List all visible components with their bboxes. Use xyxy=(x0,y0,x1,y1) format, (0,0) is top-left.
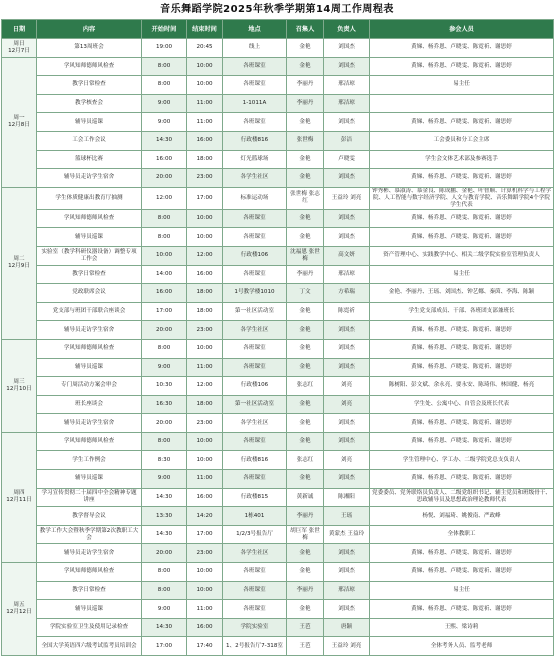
cell-participants: 黄娣、杨乔恩、卢晓雯、陈霓祈、谢思婷 xyxy=(370,169,554,188)
cell-end: 16:00 xyxy=(187,265,223,284)
cell-content: 教学日常检查 xyxy=(37,76,142,95)
table-row xyxy=(2,131,554,150)
day-weekday: 周四 xyxy=(13,490,25,497)
cell-leader: 方希瑞 xyxy=(324,284,370,303)
cell-convener: 胡巨军 张世梅 xyxy=(287,525,324,544)
cell-participants: 黄娣、杨乔恩、卢晓雯、陈霓祈、谢思婷 xyxy=(370,544,554,563)
cell-start: 8:00 xyxy=(142,209,187,228)
cell-end: 14:20 xyxy=(187,507,223,526)
cell-end: 10:00 xyxy=(187,57,223,76)
cell-convener: 李丽丹 xyxy=(287,507,324,526)
cell-content: 学风知师德师风检查 xyxy=(37,57,142,76)
cell-start: 8:00 xyxy=(142,76,187,95)
cell-participants: 杨悦、刘福琦、姚俊南、严政峰 xyxy=(370,507,554,526)
cell-content: 辅导员走访学生宿舍 xyxy=(37,321,142,340)
cell-start: 12:00 xyxy=(142,187,187,209)
cell-leader: 刘国杰 xyxy=(324,339,370,358)
cell-end: 18:00 xyxy=(187,150,223,169)
cell-leader: 刘国杰 xyxy=(324,169,370,188)
cell-leader: 刘国杰 xyxy=(324,432,370,451)
cell-leader: 陈湘阳 xyxy=(324,488,370,507)
table-row xyxy=(2,507,554,526)
table-row xyxy=(2,432,554,451)
header-start: 开始时间 xyxy=(142,20,187,39)
cell-place: 学院实验室 xyxy=(223,618,287,637)
cell-start: 9:00 xyxy=(142,94,187,113)
cell-place: 1/2/3号报告厅 xyxy=(223,525,287,544)
day-date: 12月9日 xyxy=(8,263,30,270)
table-row xyxy=(2,414,554,433)
cell-end: 16:00 xyxy=(187,618,223,637)
cell-content: 学生体质健康出教育厅抽测 xyxy=(37,187,142,209)
cell-convener: 李丽丹 xyxy=(287,265,324,284)
cell-place: 各班课室 xyxy=(223,563,287,582)
table-row xyxy=(2,339,554,358)
day-cell xyxy=(2,57,37,187)
cell-participants: 钟秀彬、慕淑涛、慕金良、陈成鹏、金艳、叶智顺、计算机科学与工程学院、人工智能与数字经济学院、人文与教育学院、音乐舞蹈学院4个学院学生代表 xyxy=(370,187,554,209)
cell-participants: 全体考务人员、监考老师 xyxy=(370,637,554,656)
cell-start: 14:30 xyxy=(142,618,187,637)
table-row xyxy=(2,76,554,95)
cell-start: 20:00 xyxy=(142,414,187,433)
cell-end: 20:45 xyxy=(187,39,223,58)
cell-place: 第一社区活动室 xyxy=(223,302,287,321)
day-cell xyxy=(2,563,37,656)
cell-leader: 刘国杰 xyxy=(324,321,370,340)
cell-start: 8:00 xyxy=(142,57,187,76)
day-weekday: 周日 xyxy=(13,40,25,47)
cell-start: 8:00 xyxy=(142,581,187,600)
cell-leader: 卢晓雯 xyxy=(324,150,370,169)
cell-start: 17:00 xyxy=(142,637,187,656)
cell-participants: 黄娣、杨乔恩、卢晓雯、陈霓祈、谢思婷 xyxy=(370,113,554,132)
cell-content: 辅导员巡课 xyxy=(37,358,142,377)
cell-convener: 金艳 xyxy=(287,395,324,414)
cell-participants: 全体教职工 xyxy=(370,525,554,544)
cell-leader: 刘亮 xyxy=(324,395,370,414)
cell-convener: 张世梅 xyxy=(287,131,324,150)
cell-participants: 工会委员和分工会主席 xyxy=(370,131,554,150)
cell-convener: 金艳 xyxy=(287,228,324,247)
cell-leader: 邢洁琼 xyxy=(324,76,370,95)
cell-convener: 金艳 xyxy=(287,339,324,358)
cell-end: 11:00 xyxy=(187,600,223,619)
cell-participants: 易主任 xyxy=(370,265,554,284)
cell-place: 行政楼816 xyxy=(223,451,287,470)
table-row xyxy=(2,544,554,563)
cell-start: 17:00 xyxy=(142,302,187,321)
cell-content: 实验室（教学科研仪器设备）调整专项工作会 xyxy=(37,246,142,265)
cell-participants: 黄娣、杨乔恩、卢晓雯、陈霓祈、谢思婷 xyxy=(370,358,554,377)
cell-leader: 刘亮 xyxy=(324,451,370,470)
cell-convener: 金艳 xyxy=(287,321,324,340)
cell-leader: 王益玲 刘亮 xyxy=(324,637,370,656)
cell-convener: 张志红 xyxy=(287,451,324,470)
cell-content: 学风知师德师风检查 xyxy=(37,563,142,582)
schedule-table xyxy=(1,19,554,656)
table-row xyxy=(2,265,554,284)
cell-content: 辅导员走访学生宿舍 xyxy=(37,544,142,563)
cell-convener: 沈福恩 张世梅 xyxy=(287,246,324,265)
cell-leader: 刘亮 xyxy=(324,377,370,396)
cell-end: 11:00 xyxy=(187,470,223,489)
cell-participants: 黄娣、杨乔恩、卢晓雯、陈霓祈、谢思婷 xyxy=(370,563,554,582)
cell-start: 9:00 xyxy=(142,470,187,489)
day-weekday: 周五 xyxy=(13,602,25,609)
cell-start: 8:00 xyxy=(142,228,187,247)
cell-convener: 金艳 xyxy=(287,57,324,76)
cell-convener: 金艳 xyxy=(287,432,324,451)
cell-place: 各班课室 xyxy=(223,470,287,489)
cell-participants: 黄娣、杨乔恩、卢晓雯、陈霓祈、谢思婷 xyxy=(370,228,554,247)
cell-end: 10:00 xyxy=(187,451,223,470)
cell-participants: 党委委员、党务联络员负责人、二级党组织书记、辅主党员和班级骨干、思政辅导员及思想政治理论教师代表 xyxy=(370,488,554,507)
cell-place: 1号教学楼1010 xyxy=(223,284,287,303)
cell-content: 第13周班会 xyxy=(37,39,142,58)
cell-place: 各学生社区 xyxy=(223,321,287,340)
cell-content: 学生工作例会 xyxy=(37,451,142,470)
header-end: 结束时间 xyxy=(187,20,223,39)
cell-convener: 金艳 xyxy=(287,600,324,619)
cell-leader: 刘国杰 xyxy=(324,57,370,76)
header-date: 日期 xyxy=(2,20,37,39)
cell-convener: 金艳 xyxy=(287,358,324,377)
cell-participants: 黄娣、杨乔恩、卢晓雯、陈霓祈、谢思婷 xyxy=(370,321,554,340)
cell-participants: 学生处、公寓中心、自管会及班长代表 xyxy=(370,395,554,414)
cell-end: 17:00 xyxy=(187,525,223,544)
cell-content: 教学核查会 xyxy=(37,94,142,113)
cell-start: 9:00 xyxy=(142,358,187,377)
cell-end: 10:00 xyxy=(187,339,223,358)
cell-place: 各学生社区 xyxy=(223,414,287,433)
table-header-row xyxy=(2,20,554,39)
cell-convener: 金艳 xyxy=(287,209,324,228)
cell-leader: 刘国杰 xyxy=(324,544,370,563)
cell-convener: 张世梅 张志红 xyxy=(287,187,324,209)
cell-end: 17:40 xyxy=(187,637,223,656)
cell-leader: 刘国杰 xyxy=(324,39,370,58)
cell-content: 教学日常检查 xyxy=(37,265,142,284)
cell-start: 14:30 xyxy=(142,525,187,544)
cell-participants: 易主任 xyxy=(370,581,554,600)
cell-participants: 黄娣、杨乔恩、卢晓雯、陈霓祈、谢思婷 xyxy=(370,600,554,619)
cell-content: 辅导员走访学生宿舍 xyxy=(37,414,142,433)
cell-end: 10:00 xyxy=(187,209,223,228)
cell-content: 辅导员巡课 xyxy=(37,113,142,132)
cell-start: 16:30 xyxy=(142,395,187,414)
cell-content: 党支部与班团干部联合座谈会 xyxy=(37,302,142,321)
cell-convener: 金艳 xyxy=(287,150,324,169)
cell-start: 20:00 xyxy=(142,169,187,188)
table-row xyxy=(2,246,554,265)
header-convener: 召集人 xyxy=(287,20,324,39)
table-row xyxy=(2,284,554,303)
cell-convener: 王芭 xyxy=(287,637,324,656)
cell-convener: 金艳 xyxy=(287,302,324,321)
cell-leader: 陈霓祈 xyxy=(324,302,370,321)
cell-end: 18:00 xyxy=(187,395,223,414)
cell-convener: 金艳 xyxy=(287,39,324,58)
header-place: 地点 xyxy=(223,20,287,39)
day-cell xyxy=(2,39,37,58)
day-cell xyxy=(2,339,37,432)
cell-place: 各班课室 xyxy=(223,228,287,247)
day-weekday: 周二 xyxy=(13,256,25,263)
day-cell xyxy=(2,187,37,339)
table-row xyxy=(2,113,554,132)
cell-start: 10:00 xyxy=(142,246,187,265)
cell-start: 9:00 xyxy=(142,113,187,132)
cell-convener: 金艳 xyxy=(287,544,324,563)
cell-convener: 李丽丹 xyxy=(287,581,324,600)
cell-start: 14:30 xyxy=(142,488,187,507)
cell-place: 标准运动场 xyxy=(223,187,287,209)
cell-place: 1、2号报告厅7-318室 xyxy=(223,637,287,656)
cell-leader: 邢洁琼 xyxy=(324,581,370,600)
cell-end: 16:00 xyxy=(187,488,223,507)
cell-content: 教学督导会议 xyxy=(37,507,142,526)
day-date: 12月10日 xyxy=(6,385,32,392)
cell-convener: 李丽丹 xyxy=(287,76,324,95)
cell-place: 1栋401 xyxy=(223,507,287,526)
cell-end: 10:00 xyxy=(187,76,223,95)
table-row xyxy=(2,377,554,396)
cell-leader: 黄蒙杰 王益玲 xyxy=(324,525,370,544)
cell-convener: 金艳 xyxy=(287,414,324,433)
cell-participants: 学生管理中心、学工办、二级学院党总支负责人 xyxy=(370,451,554,470)
cell-leader: 刘国杰 xyxy=(324,209,370,228)
cell-start: 19:00 xyxy=(142,39,187,58)
cell-start: 20:00 xyxy=(142,544,187,563)
cell-end: 11:00 xyxy=(187,358,223,377)
cell-content: 班长座谈会 xyxy=(37,395,142,414)
cell-participants: 黄娣、杨乔恩、卢晓雯、陈霓祈、谢思婷 xyxy=(370,470,554,489)
cell-start: 8:30 xyxy=(142,451,187,470)
cell-participants: 黄娣、杨乔恩、卢晓雯、陈霓祈、谢思婷 xyxy=(370,339,554,358)
table-row xyxy=(2,488,554,507)
cell-content: 学习宣传贯彻二十届四中全会精神专题讲座 xyxy=(37,488,142,507)
day-date: 12月11日 xyxy=(6,497,32,504)
cell-place: 线上 xyxy=(223,39,287,58)
cell-leader: 王益玲 刘亮 xyxy=(324,187,370,209)
cell-place: 各班课室 xyxy=(223,581,287,600)
cell-place: 行政楼815 xyxy=(223,488,287,507)
cell-participants: 学生党支部成员、干部、各班团支部兼班长 xyxy=(370,302,554,321)
cell-leader: 刘国杰 xyxy=(324,358,370,377)
cell-content: 篮球杯比赛 xyxy=(37,150,142,169)
cell-leader: 刘国杰 xyxy=(324,470,370,489)
cell-start: 14:00 xyxy=(142,265,187,284)
table-row xyxy=(2,395,554,414)
cell-content: 学风知师德师风检查 xyxy=(37,339,142,358)
cell-leader: 刘国杰 xyxy=(324,563,370,582)
cell-leader: 邢洁琼 xyxy=(324,265,370,284)
cell-leader: 邢洁琼 xyxy=(324,94,370,113)
cell-start: 14:30 xyxy=(142,131,187,150)
cell-content: 辅导员巡课 xyxy=(37,470,142,489)
cell-end: 23:00 xyxy=(187,321,223,340)
cell-leader: 刘国杰 xyxy=(324,228,370,247)
cell-end: 11:00 xyxy=(187,94,223,113)
table-row xyxy=(2,39,554,58)
cell-content: 学风知师德师风检查 xyxy=(37,432,142,451)
cell-place: 1-1011A xyxy=(223,94,287,113)
cell-participants xyxy=(370,94,554,113)
cell-convener: 张志红 xyxy=(287,377,324,396)
table-row xyxy=(2,169,554,188)
cell-participants: 金艳、李丽丹、王瑶、刘国杰、钟艺娜、秦茵、李海、陈颖 xyxy=(370,284,554,303)
table-row xyxy=(2,187,554,209)
cell-place: 各学生社区 xyxy=(223,169,287,188)
cell-leader: 王瑶 xyxy=(324,507,370,526)
cell-end: 23:00 xyxy=(187,169,223,188)
cell-start: 10:30 xyxy=(142,377,187,396)
table-row xyxy=(2,57,554,76)
table-row xyxy=(2,321,554,340)
cell-content: 党政联席会议 xyxy=(37,284,142,303)
cell-end: 10:00 xyxy=(187,563,223,582)
cell-leader: 刘国杰 xyxy=(324,113,370,132)
cell-convener: 王芭 xyxy=(287,618,324,637)
day-weekday: 周三 xyxy=(13,378,25,385)
cell-place: 各班课室 xyxy=(223,358,287,377)
cell-place: 第一社区活动室 xyxy=(223,395,287,414)
cell-convener: 金艳 xyxy=(287,113,324,132)
cell-place: 行政楼106 xyxy=(223,246,287,265)
cell-convener: 李丽丹 xyxy=(287,94,324,113)
cell-end: 10:00 xyxy=(187,432,223,451)
cell-start: 13:30 xyxy=(142,507,187,526)
cell-place: 各班课室 xyxy=(223,339,287,358)
cell-place: 行政楼106 xyxy=(223,377,287,396)
cell-start: 20:00 xyxy=(142,321,187,340)
cell-convener: 金艳 xyxy=(287,169,324,188)
header-participants: 参会人员 xyxy=(370,20,554,39)
cell-place: 各班课室 xyxy=(223,265,287,284)
cell-leader: 刘国杰 xyxy=(324,414,370,433)
cell-start: 9:00 xyxy=(142,600,187,619)
cell-end: 10:00 xyxy=(187,581,223,600)
table-row xyxy=(2,470,554,489)
cell-content: 辅导员走访学生宿舍 xyxy=(37,169,142,188)
cell-participants: 黄娣、杨乔恩、卢晓雯、陈霓祈、谢思婷 xyxy=(370,414,554,433)
page-title: 音乐舞蹈学院2025年秋季学期第14周工作周程表 xyxy=(160,4,394,15)
cell-start: 16:00 xyxy=(142,284,187,303)
cell-content: 学院实验室卫生及使用记录检查 xyxy=(37,618,142,637)
table-row xyxy=(2,94,554,113)
cell-start: 16:00 xyxy=(142,150,187,169)
cell-leader: 刘国杰 xyxy=(324,600,370,619)
cell-place: 各班课室 xyxy=(223,113,287,132)
table-row xyxy=(2,525,554,544)
table-row xyxy=(2,600,554,619)
cell-place: 各班课室 xyxy=(223,209,287,228)
cell-start: 8:00 xyxy=(142,432,187,451)
day-date: 12月8日 xyxy=(8,122,30,129)
table-row xyxy=(2,302,554,321)
cell-content: 辅导员巡课 xyxy=(37,228,142,247)
cell-leader: 彭洁 xyxy=(324,131,370,150)
cell-end: 18:00 xyxy=(187,284,223,303)
day-cell xyxy=(2,432,37,562)
cell-place: 各班课室 xyxy=(223,76,287,95)
cell-place: 各班课室 xyxy=(223,57,287,76)
cell-participants: 黄娣、杨乔恩、卢晓雯、陈霓祈、谢思婷 xyxy=(370,57,554,76)
cell-participants: 资产管理中心、实践教学中心、相关二级学院实验室管理负责人 xyxy=(370,246,554,265)
day-date: 12月12日 xyxy=(6,609,32,616)
cell-leader: 唐颖 xyxy=(324,618,370,637)
table-row xyxy=(2,581,554,600)
cell-participants: 学生会文体艺术部及参赛选手 xyxy=(370,150,554,169)
cell-content: 全国大学英语四六级考试监考员培训会 xyxy=(37,637,142,656)
table-row xyxy=(2,228,554,247)
cell-content: 教学工作大会暨秋季学期第2次教职工大会 xyxy=(37,525,142,544)
cell-convener: 丁文 xyxy=(287,284,324,303)
cell-convener: 金艳 xyxy=(287,563,324,582)
cell-participants: 黄娣、杨乔恩、卢晓雯、陈霓祈、谢思婷 xyxy=(370,209,554,228)
cell-content: 专门周活动方案会审会 xyxy=(37,377,142,396)
cell-start: 8:00 xyxy=(142,563,187,582)
cell-participants: 黄娣、杨乔恩、卢晓雯、陈霓祈、谢思婷 xyxy=(370,432,554,451)
cell-participants: 王熙、梁诗莉 xyxy=(370,618,554,637)
cell-participants: 黄娣、杨乔恩、卢晓雯、陈霓祈、谢思婷 xyxy=(370,39,554,58)
cell-end: 12:00 xyxy=(187,246,223,265)
cell-place: 各班课室 xyxy=(223,432,287,451)
cell-leader: 高文妍 xyxy=(324,246,370,265)
table-row xyxy=(2,637,554,656)
cell-place: 各班课室 xyxy=(223,600,287,619)
header-leader: 负责人 xyxy=(324,20,370,39)
table-row xyxy=(2,563,554,582)
cell-end: 11:00 xyxy=(187,113,223,132)
cell-content: 教学日常检查 xyxy=(37,581,142,600)
cell-end: 17:00 xyxy=(187,187,223,209)
cell-place: 灯光篮球场 xyxy=(223,150,287,169)
cell-convener: 金艳 xyxy=(287,470,324,489)
table-row xyxy=(2,451,554,470)
table-row xyxy=(2,150,554,169)
cell-place: 各学生社区 xyxy=(223,544,287,563)
table-row xyxy=(2,358,554,377)
cell-participants: 陈树阳、彭文斌、余永亮、要永安、陈琦伟、林国健、杨亮 xyxy=(370,377,554,396)
cell-end: 10:00 xyxy=(187,228,223,247)
day-date: 12月7日 xyxy=(8,47,30,54)
cell-end: 18:00 xyxy=(187,302,223,321)
header-content: 内容 xyxy=(37,20,142,39)
table-row xyxy=(2,209,554,228)
cell-participants: 易主任 xyxy=(370,76,554,95)
cell-end: 12:00 xyxy=(187,377,223,396)
cell-start: 8:00 xyxy=(142,339,187,358)
cell-content: 辅导员巡课 xyxy=(37,600,142,619)
cell-end: 16:00 xyxy=(187,131,223,150)
cell-content: 工会工作会议 xyxy=(37,131,142,150)
cell-end: 23:00 xyxy=(187,544,223,563)
cell-content: 学风知师德师风检查 xyxy=(37,209,142,228)
cell-convener: 黄新诚 xyxy=(287,488,324,507)
cell-end: 23:00 xyxy=(187,414,223,433)
cell-place: 行政楼816 xyxy=(223,131,287,150)
day-weekday: 周一 xyxy=(13,115,25,122)
